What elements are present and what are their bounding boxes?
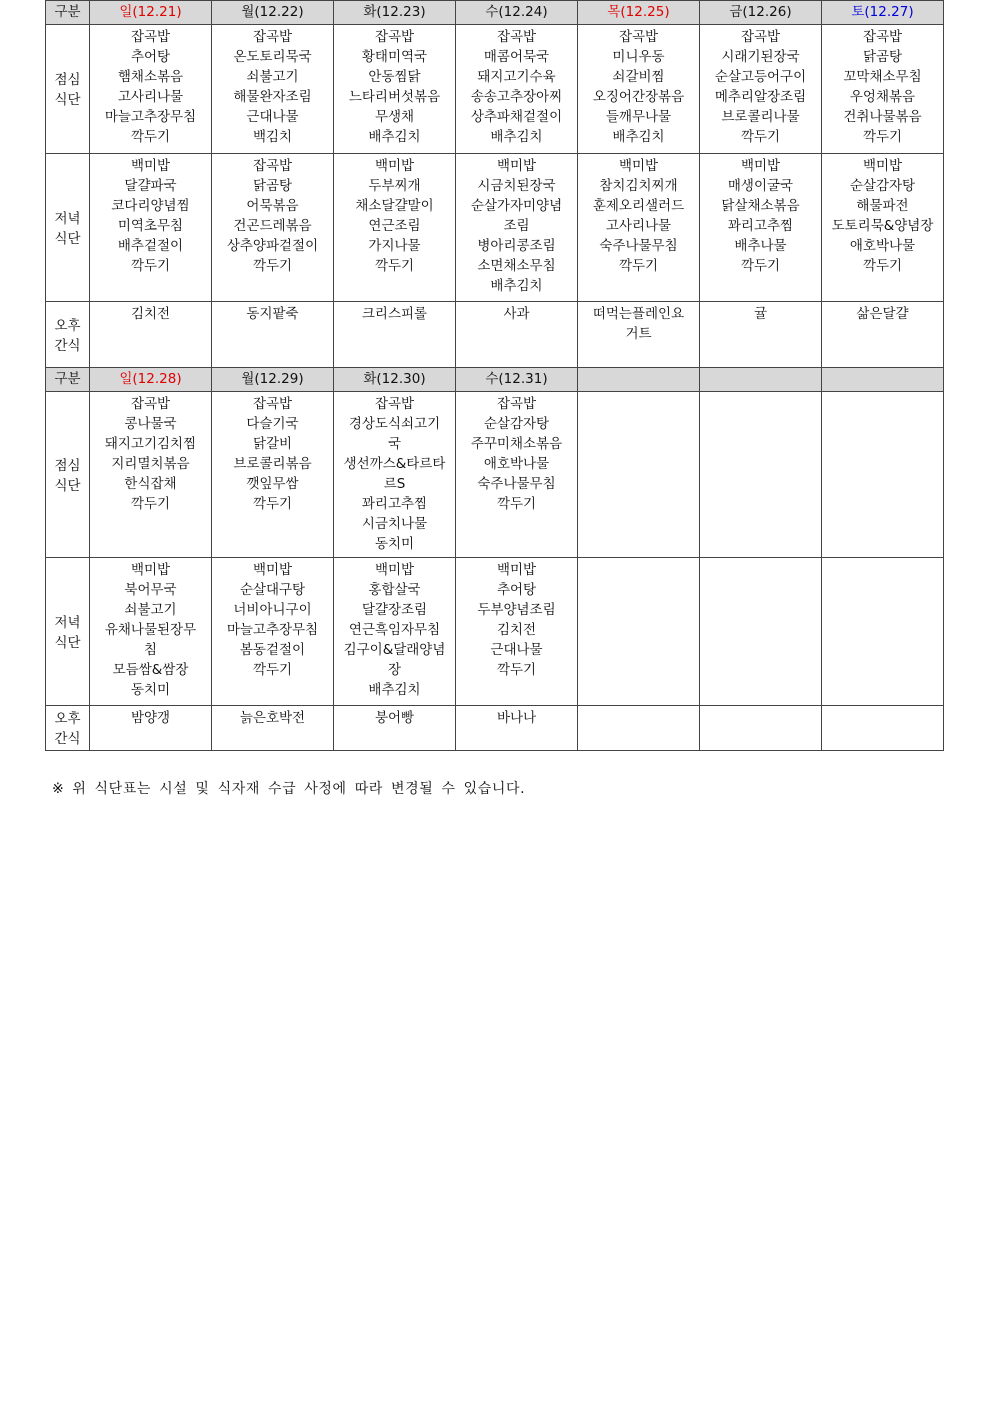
snack-label-text: 간식 (54, 337, 81, 354)
menu-item: 늙은호박전 (239, 710, 306, 726)
menu-item: 브로콜리볶음 (233, 456, 312, 472)
lunch-cell (822, 25, 944, 154)
menu-item: 들깨무나물 (605, 109, 672, 125)
day-header: 일(12.21) (90, 1, 212, 25)
lunch-row (46, 25, 944, 154)
dinner-cell (90, 558, 212, 706)
menu-item: 배추나물 (734, 238, 787, 254)
menu-item: 고사리나물 (605, 218, 672, 234)
menu-item: 잡곡밥 (252, 396, 293, 412)
menu-item: 유채나물된장무 (104, 622, 197, 638)
menu-item: 꼬막채소무침 (843, 69, 922, 85)
day-header: 금(12.26) (700, 1, 822, 25)
menu-item: 느타리버섯볶음 (348, 89, 441, 105)
day-header: 일(12.28) (90, 368, 212, 392)
menu-item: 떠먹는플레인요 (592, 306, 685, 322)
lunch-cell (456, 392, 578, 558)
menu-item: 닭곰탕 (252, 178, 293, 194)
menu-item: 깍두기 (862, 129, 903, 145)
menu-item: 두부찌개 (368, 178, 421, 194)
lunch-label (46, 392, 90, 558)
dinner-label-text: 식단 (54, 634, 81, 651)
lunch-cell (578, 392, 700, 558)
day-header (822, 368, 944, 392)
menu-item: 지리멸치볶음 (111, 456, 190, 472)
menu-item: 깍두기 (130, 258, 171, 274)
menu-item: 도토리묵&양념장 (831, 218, 934, 234)
menu-item: 잡곡밥 (374, 29, 415, 45)
menu-item: 배추김치 (612, 129, 665, 145)
menu-item: 시금치나물 (361, 516, 428, 532)
dinner-cell (578, 558, 700, 706)
menu-item: 병아리콩조림 (477, 238, 556, 254)
menu-item: 무생채 (374, 109, 415, 125)
menu-item: 크리스피롤 (361, 306, 428, 322)
menu-item: 봄동겉절이 (239, 642, 306, 658)
day-header (700, 368, 822, 392)
menu-item: 깍두기 (374, 258, 415, 274)
menu-item: 백미밥 (496, 158, 537, 174)
day-header: 월(12.29) (212, 368, 334, 392)
lunch-label-text: 식단 (54, 92, 81, 108)
menu-item: 조림 (503, 218, 530, 234)
menu-item: 순살가자미양념 (470, 198, 563, 214)
day-header: 화(12.30) (334, 368, 456, 392)
menu-item: 송송고추장아찌 (470, 89, 563, 105)
menu-item: 르S (383, 476, 406, 492)
menu-item: 브로콜리나물 (721, 109, 800, 125)
menu-item: 백미밥 (740, 158, 781, 174)
menu-item: 바나나 (496, 710, 537, 726)
menu-item: 연근조림 (368, 218, 421, 234)
menu-item: 돼지고기김치찜 (104, 436, 197, 452)
menu-item: 너비아니구이 (233, 602, 312, 618)
menu-item: 참치김치찌개 (599, 178, 678, 194)
menu-item: 쇠불고기 (246, 69, 299, 85)
snack-cell (90, 302, 212, 368)
dinner-row (46, 154, 944, 302)
menu-item: 동치미 (374, 536, 415, 552)
menu-item: 채소달걀말이 (355, 198, 434, 214)
menu-item: 귤 (753, 306, 768, 322)
menu-item: 소면채소무침 (477, 258, 556, 274)
menu-item: 김치전 (130, 306, 171, 322)
day-header: 수(12.24) (456, 1, 578, 25)
menu-item: 잡곡밥 (496, 396, 537, 412)
snack-cell (822, 706, 944, 751)
snack-label (46, 302, 90, 368)
menu-item: 애호박나물 (483, 456, 550, 472)
dinner-cell (578, 154, 700, 302)
day-header: 화(12.23) (334, 1, 456, 25)
day-header: 수(12.31) (456, 368, 578, 392)
menu-item: 생선까스&타르타 (343, 456, 446, 472)
lunch-row (46, 392, 944, 558)
meal-plan-table (45, 0, 944, 751)
menu-item: 연근흑임자무침 (348, 622, 441, 638)
menu-item: 달걀파국 (124, 178, 177, 194)
lunch-label-text: 점심 (54, 72, 81, 88)
dinner-cell (822, 154, 944, 302)
menu-item: 닭곰탕 (862, 49, 903, 65)
menu-item: 미니우동 (612, 49, 665, 65)
snack-cell (700, 302, 822, 368)
menu-item: 상추양파겉절이 (226, 238, 319, 254)
menu-item: 돼지고기수육 (477, 69, 556, 85)
menu-item: 침 (143, 642, 158, 658)
menu-item: 김구이&달래양념 (343, 642, 446, 658)
menu-item: 안동찜닭 (368, 69, 421, 85)
snack-label-text: 오후 (54, 711, 81, 727)
menu-item: 깍두기 (740, 258, 781, 274)
dinner-label-text: 저녁 (54, 614, 81, 631)
menu-item: 백미밥 (618, 158, 659, 174)
menu-item: 추어탕 (130, 49, 171, 65)
menu-item: 꽈리고추찜 (361, 496, 428, 512)
menu-item: 꽈리고추찜 (727, 218, 794, 234)
menu-item: 삶은달걀 (856, 306, 909, 322)
menu-item: 모듬쌈&쌈장 (112, 662, 189, 678)
menu-item: 깍두기 (862, 258, 903, 274)
menu-item: 백미밥 (374, 158, 415, 174)
menu-item: 북어무국 (124, 582, 177, 598)
lunch-cell (90, 25, 212, 154)
menu-item: 메추리알장조림 (714, 89, 807, 105)
menu-item: 잡곡밥 (740, 29, 781, 45)
snack-cell (212, 706, 334, 751)
dinner-label (46, 154, 90, 302)
dinner-cell (822, 558, 944, 706)
dinner-cell (334, 558, 456, 706)
menu-item: 깍두기 (740, 129, 781, 145)
menu-item: 고사리나물 (117, 89, 184, 105)
dinner-cell (700, 154, 822, 302)
menu-item: 김치전 (496, 622, 537, 638)
menu-item: 배추김치 (368, 129, 421, 145)
snack-cell (822, 302, 944, 368)
lunch-cell (578, 25, 700, 154)
menu-item: 동지팥죽 (246, 306, 299, 322)
snack-cell (334, 706, 456, 751)
menu-item: 오징어간장볶음 (592, 89, 685, 105)
lunch-cell (212, 25, 334, 154)
menu-item: 순살대구탕 (239, 582, 306, 598)
lunch-cell (700, 25, 822, 154)
menu-item: 동치미 (130, 682, 171, 698)
menu-item: 깍두기 (252, 258, 293, 274)
menu-item: 닭살채소볶음 (721, 198, 800, 214)
menu-item: 두부양념조림 (477, 602, 556, 618)
dinner-label-text: 저녁 (54, 210, 81, 227)
menu-item: 배추김치 (490, 278, 543, 294)
lunch-label-text: 점심 (54, 457, 81, 474)
menu-item: 마늘고추장무침 (226, 622, 319, 638)
menu-item: 근대나물 (246, 109, 299, 125)
snack-row (46, 706, 944, 751)
menu-item: 배추김치 (368, 682, 421, 698)
menu-item: 온도토리묵국 (233, 49, 312, 65)
lunch-cell (90, 392, 212, 558)
menu-item: 마늘고추장무침 (104, 109, 197, 125)
menu-item: 백김치 (252, 129, 293, 145)
snack-label-text: 오후 (54, 317, 81, 334)
lunch-label (46, 25, 90, 154)
menu-item: 깍두기 (130, 496, 171, 512)
category-header: 구분 (46, 1, 90, 25)
dinner-cell (456, 154, 578, 302)
menu-item: 백미밥 (130, 158, 171, 174)
category-header: 구분 (46, 368, 90, 392)
menu-item: 숙주나물무침 (477, 476, 556, 492)
dinner-row (46, 558, 944, 706)
snack-cell (212, 302, 334, 368)
menu-item: 콩나물국 (124, 416, 177, 432)
snack-cell (578, 302, 700, 368)
lunch-cell (456, 25, 578, 154)
dinner-cell (90, 154, 212, 302)
menu-item: 잡곡밥 (252, 158, 293, 174)
snack-cell (334, 302, 456, 368)
menu-item: 깍두기 (252, 662, 293, 678)
day-header: 월(12.22) (212, 1, 334, 25)
lunch-cell (700, 392, 822, 558)
menu-item: 다슬기국 (246, 416, 299, 432)
lunch-label-text: 식단 (54, 477, 81, 494)
menu-item: 백미밥 (374, 562, 415, 578)
dinner-cell (212, 154, 334, 302)
menu-item: 우엉채볶음 (849, 89, 916, 105)
day-header (578, 368, 700, 392)
snack-cell (700, 706, 822, 751)
dinner-cell (700, 558, 822, 706)
menu-item: 장 (387, 662, 402, 678)
menu-item: 달걀장조림 (361, 602, 428, 618)
menu-item: 깍두기 (618, 258, 659, 274)
menu-item: 매콤어묵국 (483, 49, 550, 65)
menu-item: 시래기된장국 (721, 49, 800, 65)
menu-item: 순살감자탕 (849, 178, 916, 194)
lunch-cell (334, 392, 456, 558)
dinner-label (46, 558, 90, 706)
day-header: 목(12.25) (578, 1, 700, 25)
menu-item: 해물파전 (856, 198, 909, 214)
menu-item: 백미밥 (862, 158, 903, 174)
menu-item: 거트 (625, 326, 652, 342)
menu-item: 햄채소볶음 (117, 69, 184, 85)
menu-item: 한식잡채 (124, 476, 177, 492)
menu-item: 잡곡밥 (130, 29, 171, 45)
menu-item: 시금치된장국 (477, 178, 556, 194)
lunch-cell (334, 25, 456, 154)
menu-item: 쇠불고기 (124, 602, 177, 618)
menu-item: 잡곡밥 (252, 29, 293, 45)
menu-item: 상추파채겉절이 (470, 109, 563, 125)
lunch-cell (212, 392, 334, 558)
menu-item: 배추김치 (490, 129, 543, 145)
menu-item: 건곤드레볶음 (233, 218, 312, 234)
menu-item: 가지나물 (368, 238, 421, 254)
menu-item: 코다리양념찜 (111, 198, 190, 214)
dinner-cell (456, 558, 578, 706)
menu-item: 깍두기 (496, 496, 537, 512)
snack-cell (456, 302, 578, 368)
menu-item: 애호박나물 (849, 238, 916, 254)
menu-item: 잡곡밥 (862, 29, 903, 45)
snack-label (46, 706, 90, 751)
menu-item: 밤양갱 (130, 710, 171, 726)
menu-item: 국 (387, 436, 402, 452)
menu-item: 건취나물볶음 (843, 109, 922, 125)
snack-label-text: 간식 (54, 731, 81, 747)
snack-cell (456, 706, 578, 751)
menu-item: 근대나물 (490, 642, 543, 658)
menu-item: 숙주나물무침 (599, 238, 678, 254)
snack-row (46, 302, 944, 368)
menu-item: 경상도식쇠고기 (348, 416, 441, 432)
menu-item: 닭갈비 (252, 436, 293, 452)
menu-item: 어묵볶음 (246, 198, 299, 214)
lunch-cell (822, 392, 944, 558)
menu-item: 훈제오리샐러드 (592, 198, 685, 214)
menu-item: 배추겉절이 (117, 238, 184, 254)
menu-item: 해물완자조림 (233, 89, 312, 105)
menu-item: 주꾸미채소볶음 (470, 436, 563, 452)
day-header: 토(12.27) (822, 1, 944, 25)
menu-item: 깻잎무쌈 (246, 476, 299, 492)
menu-item: 깍두기 (496, 662, 537, 678)
menu-item: 홍합살국 (368, 582, 421, 598)
menu-item: 깍두기 (130, 129, 171, 145)
menu-item: 사과 (503, 306, 530, 322)
footnote: ※ 위 식단표는 시설 및 식자재 수급 사정에 따라 변경될 수 있습니다. (52, 781, 526, 797)
menu-item: 백미밥 (496, 562, 537, 578)
menu-item: 미역초무침 (117, 218, 184, 234)
dinner-cell (334, 154, 456, 302)
menu-item: 잡곡밥 (496, 29, 537, 45)
day-header-row (46, 368, 944, 392)
menu-item: 순살고등어구이 (714, 69, 807, 85)
menu-item: 황태미역국 (361, 49, 428, 65)
menu-item: 잡곡밥 (618, 29, 659, 45)
menu-item: 깍두기 (252, 496, 293, 512)
menu-item: 쇠갈비찜 (612, 69, 665, 85)
dinner-label-text: 식단 (54, 230, 81, 247)
menu-item: 매생이굴국 (727, 178, 794, 194)
dinner-cell (212, 558, 334, 706)
menu-item: 순살감자탕 (483, 416, 550, 432)
menu-item: 잡곡밥 (130, 396, 171, 412)
menu-item: 잡곡밥 (374, 396, 415, 412)
snack-cell (578, 706, 700, 751)
menu-item: 백미밥 (252, 562, 293, 578)
snack-cell (90, 706, 212, 751)
menu-item: 붕어빵 (374, 710, 415, 726)
day-header-row (46, 1, 944, 25)
menu-item: 추어탕 (496, 582, 537, 598)
menu-item: 백미밥 (130, 562, 171, 578)
